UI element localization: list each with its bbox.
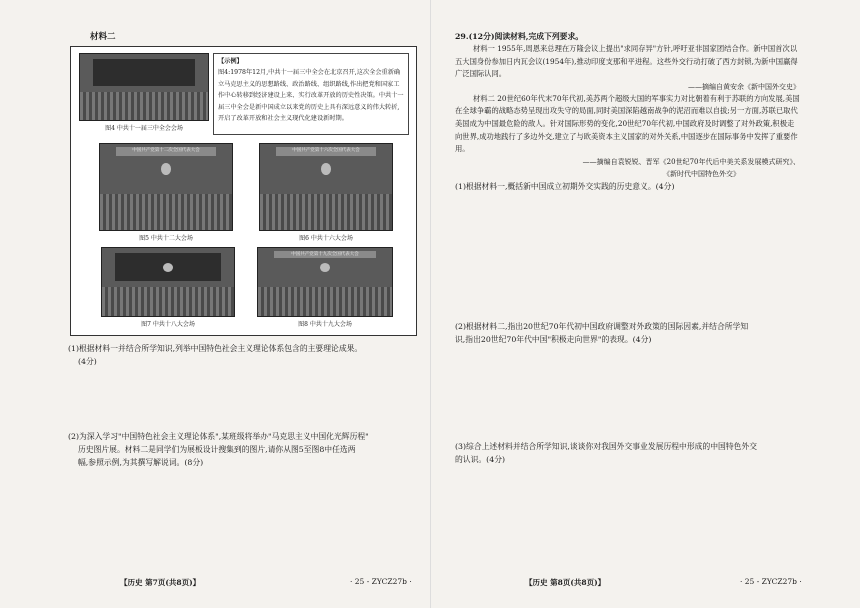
- caption-fig6: 图6 中共十六大会场: [299, 235, 353, 242]
- photo-panel: [70, 46, 417, 336]
- question-2-line2: 历史图片展。材料二是同学们为展板设计搜集到的图片,请你从图5至图8中任选两: [78, 445, 356, 454]
- banner-fig8: 中国共产党第十九次全国代表大会: [274, 251, 376, 258]
- caption-fig7: 图7 中共十八大会场: [141, 321, 195, 328]
- example-box: [213, 53, 409, 135]
- banner-fig5: 中国共产党第十二次全国代表大会: [116, 147, 216, 156]
- material-1: 材料一 1955年,周恩来总理在万隆会议上提出"求同存异"方针,呼吁亚非国家团结合作。新中国首次以五大国身份参加日内瓦会议(1954年),推动印度支那和平进程。这些外交行动打破了西方封锁,为新中国赢得广泛国际认同。: [455, 44, 798, 79]
- question-29-3-line2: 的认识。(4分): [455, 455, 506, 464]
- photo-fig5: [99, 143, 233, 231]
- right-footer-code: · 25 - ZYCZ27b ·: [740, 577, 802, 586]
- caption-fig5: 图5 中共十二大会场: [139, 235, 193, 242]
- example-text: 图4:1978年12月,中共十一届三中全会在北京召开,这次全会重新确立马克思主义的思想路线、政治路线、组织路线,作出把党和国家工作中心转移到经济建设上来、实行改革开放的历史性决策。中共十一届三中全会是新中国成立以来党的历史上具有深远意义的伟大转折,开启了改革开放和社会主义现代化建设新时期。: [218, 69, 404, 122]
- page-fold: [430, 0, 431, 608]
- example-tag: 【示例】: [218, 58, 243, 65]
- material-2: 材料二 20世纪60年代末70年代初,美苏两个超级大国的军事实力对比朝着有利于苏联的方向发展,美国在全球争霸的战略态势呈现出攻失守的局面,同时美国深陷越南战争的泥沼而难以自拔;另一方面,苏联已取代美国成为中国最危险的敌人。针对国际形势的变化,20世纪70年代初,中国政府及时调整了对外政策,积极走向世界,成功地践行了多边外交,建立了与欧美资本主义国家的对外关系,中国逐步在国际事务中发挥了重要作用。: [455, 93, 800, 154]
- question-29-3-line1: (3)综合上述材料并结合所学知识,谈谈你对我国外交事业发展历程中形成的中国特色外交: [455, 442, 758, 451]
- question-29-2-line2: 识,指出20世纪70年代中国"积极走向世界"的表现。(4分): [455, 335, 652, 344]
- left-page: [68, 30, 420, 467]
- question-2-line1: (2)为深入学习"中国特色社会主义理论体系",某班级将举办"马克思主义中国化光辉历程": [68, 432, 369, 441]
- photo-fig6: [259, 143, 393, 231]
- right-page: [455, 30, 800, 464]
- question-1: (1)根据材料一并结合所学知识,列举中国特色社会主义理论体系包含的主要理论成果。: [68, 344, 363, 353]
- photo-fig8: [257, 247, 393, 317]
- question-2-line3: 幅,参照示例,为其撰写解说词。(8分): [78, 458, 204, 467]
- material-2-source-1: ——摘编自袁锐锐、晋军《20世纪70年代后中美关系发展模式研究》、: [582, 157, 800, 166]
- left-footer-code: · 25 - ZYCZ27b ·: [350, 577, 412, 586]
- right-footer: 【历史 第8页(共8页)】: [525, 578, 606, 587]
- photo-fig7: [101, 247, 235, 317]
- banner-fig6: 中国共产党第十六次全国代表大会: [276, 147, 376, 156]
- question-29-2-line1: (2)根据材料二,指出20世纪70年代初中国政府调整对外政策的国际因素,并结合所学知: [455, 322, 749, 331]
- question-29-1: (1)根据材料一,概括新中国成立初期外交实践的历史意义。(4分): [455, 181, 675, 191]
- photo-fig4: [79, 53, 209, 121]
- material-2-source-2: 《新时代中国特色外交》: [663, 169, 740, 178]
- question-1-score: (4分): [78, 357, 97, 366]
- material-1-source: ——摘编自黄安余《新中国外交史》: [688, 82, 800, 91]
- left-footer: 【历史 第7页(共8页)】: [120, 578, 201, 587]
- caption-fig4: 图4 中共十一届三中全会会场: [105, 125, 183, 132]
- caption-fig8: 图8 中共十九大会场: [298, 321, 352, 328]
- question-29-heading: 29.(12分)阅读材料,完成下列要求。: [455, 32, 584, 41]
- material-label: 材料二: [90, 32, 116, 42]
